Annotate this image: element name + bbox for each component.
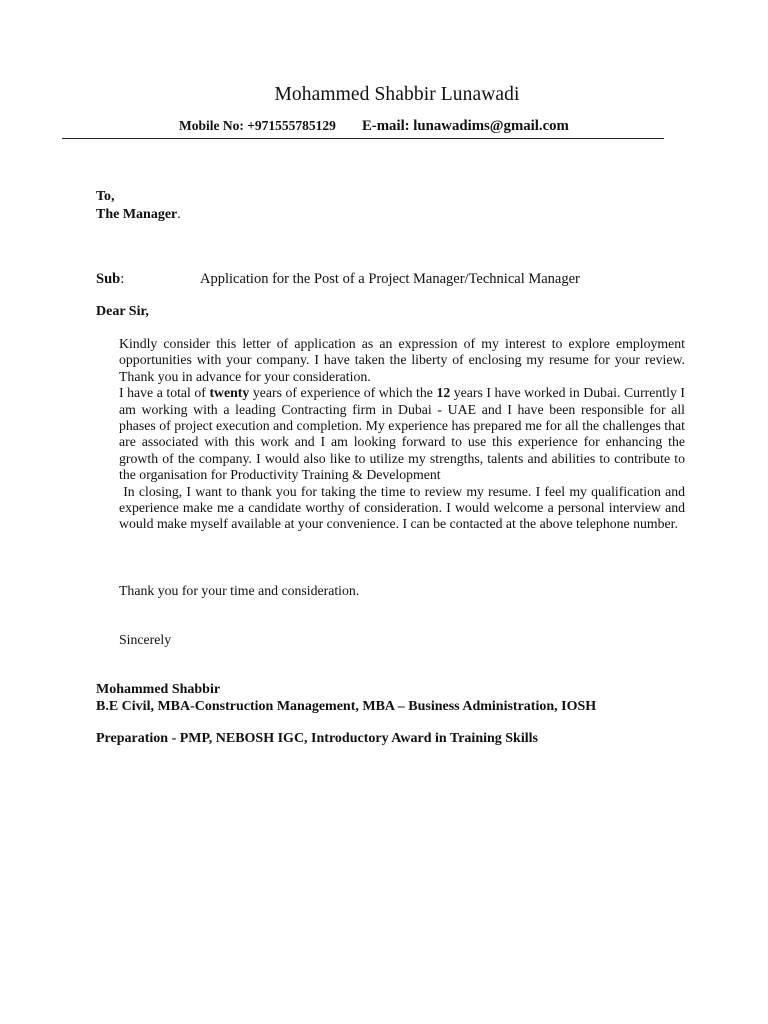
body-paragraph-closing: In closing, I want to thank you for taking the time to review my resume. I feel my qualification and experience make me a candidate worthy of consideration. I would welcome a personal interview and would make myself available at your convenience. I can be contacted at the above telephone number. xyxy=(119,483,685,532)
signature-qualifications: B.E Civil, MBA-Construction Management, MBA – Business Administration, IOSH xyxy=(96,698,597,714)
subject-label xyxy=(96,271,124,288)
manager-label: The Manager xyxy=(96,207,178,222)
subject-text: Application for the Post of a Project Manager/Technical Manager xyxy=(200,271,580,287)
experience-text-end: years I have worked in Dubai. Currently I am working with a leading Contracting firm in Dubai - UAE and I have been responsible for all phases of project execution and completion. My experience has prepared me for all the challenges that are associated with this work and I am looking forward to use this experience for enhancing the growth of the company. I would also like to utilize my strengths, talents and abilities to contribute to the organisation for Productivity Training & Development xyxy=(119,385,685,483)
recipient-block xyxy=(96,188,181,224)
signature-block xyxy=(96,682,596,715)
experience-text-middle: years of experience of which the xyxy=(249,385,437,401)
header-divider xyxy=(62,138,664,139)
subject-label-text: Sub xyxy=(96,271,121,287)
contact-line xyxy=(179,117,569,135)
signature-name: Mohammed Shabbir xyxy=(96,682,221,697)
email-address: E-mail: lunawadims@gmail.com xyxy=(361,118,569,134)
experience-text-start: I have a total of xyxy=(119,385,210,401)
sender-name: Mohammed Shabbir Lunawadi xyxy=(274,84,520,105)
closing-word: Sincerely xyxy=(119,632,172,647)
experience-total-years: twenty xyxy=(209,385,250,401)
subject-colon: : xyxy=(120,271,125,287)
experience-dubai-years: 12 xyxy=(436,385,451,401)
mobile-number: Mobile No: +971555785129 xyxy=(179,118,336,133)
thanks-line: Thank you for your time and consideration. xyxy=(119,583,360,598)
to-label: To, xyxy=(96,189,115,204)
preparation-line: Preparation - PMP, NEBOSH IGC, Introductory Award in Training Skills xyxy=(96,731,538,746)
recipient-manager xyxy=(96,206,181,224)
salutation: Dear Sir, xyxy=(96,304,149,319)
letter-body xyxy=(119,336,685,533)
body-paragraph-intro: Kindly consider this letter of application as an expression of my interest to explore employment opportunities with your company. I have taken the liberty of enclosing my resume for your review. Thank you in advance for your consideration. xyxy=(119,336,685,384)
manager-punctuation: . xyxy=(177,207,181,222)
body-paragraph-experience xyxy=(119,385,685,483)
